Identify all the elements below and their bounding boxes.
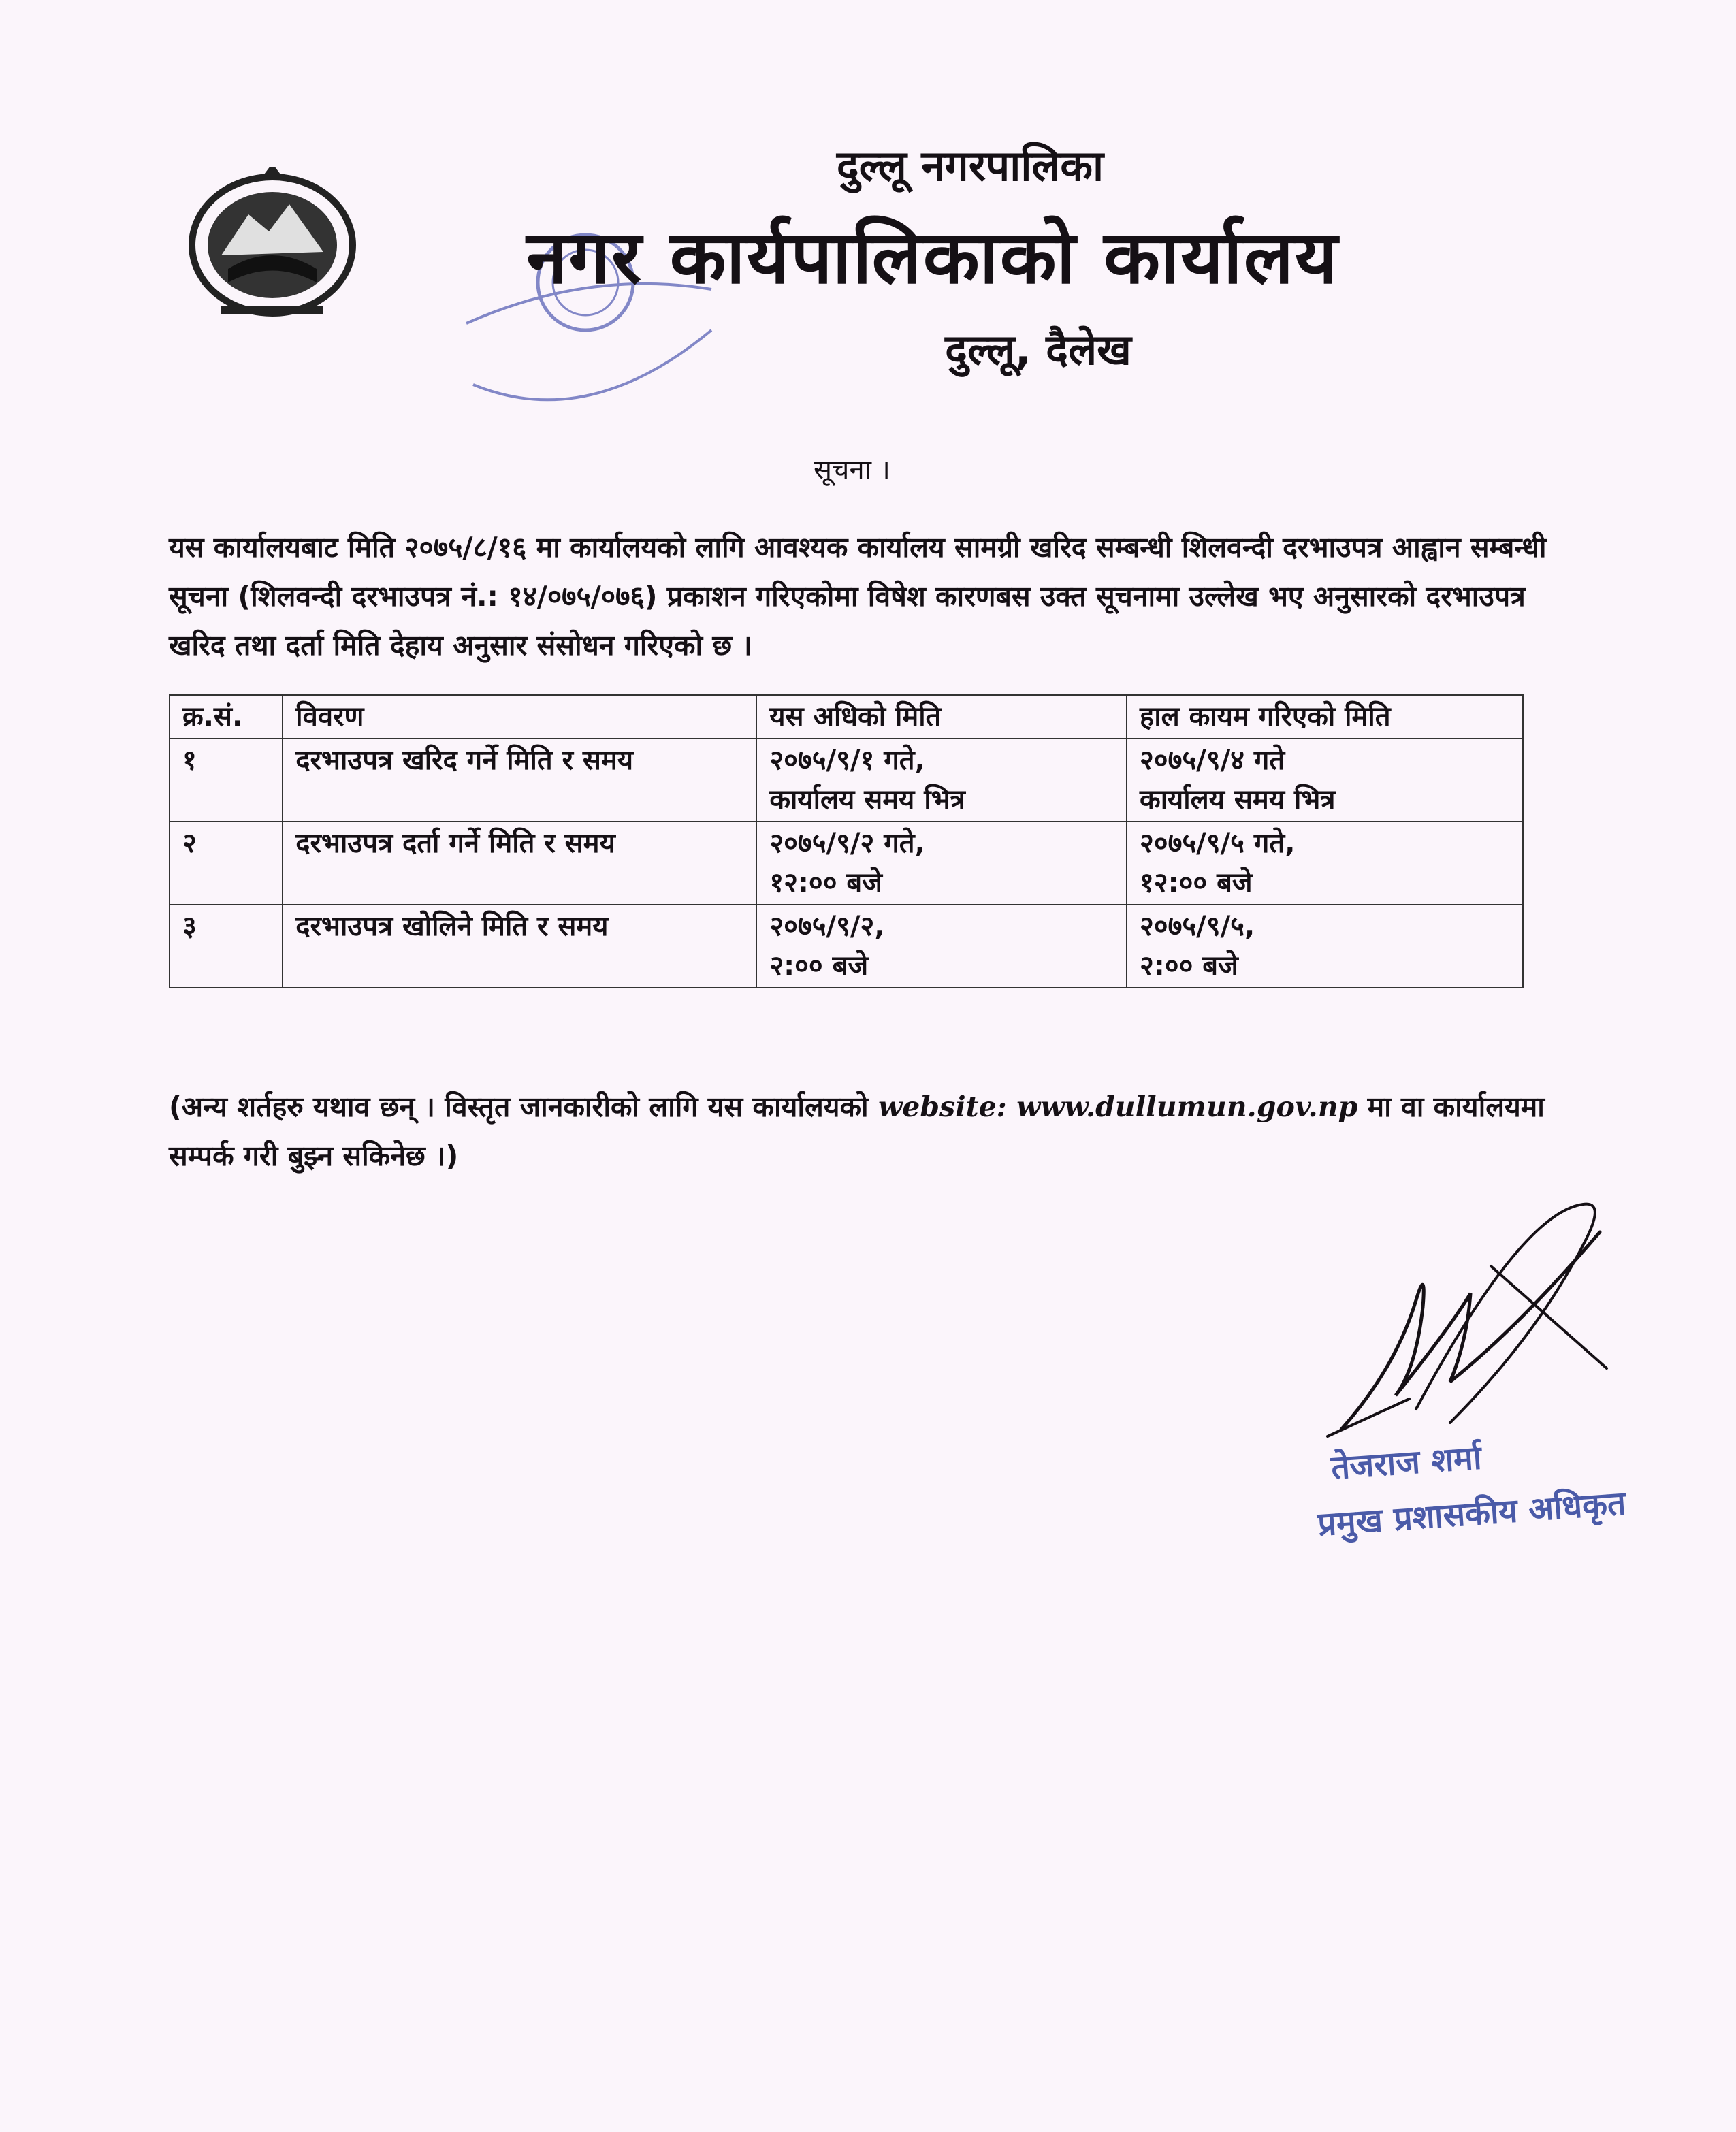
previous-date-cell	[756, 905, 1127, 988]
table-header-row	[170, 695, 1523, 739]
handwritten-signature-icon	[1314, 1164, 1613, 1450]
description-cell: दरभाउपत्र दर्ता गर्ने मिति र समय	[283, 822, 756, 905]
footer-text-before: (अन्य शर्तहरु यथाव छन् । विस्तृत जानकारीको लागि यस कार्यालयको	[169, 1091, 878, 1123]
previous-date-cell	[756, 739, 1127, 822]
office-title: नगर कार्यपालिकाको कार्यालय	[526, 215, 1339, 300]
table-row	[170, 822, 1523, 905]
previous-date-cell	[756, 822, 1127, 905]
previous-date-line: २०७५/९/२,	[769, 911, 885, 942]
description-cell: दरभाउपत्र खरिद गर्ने मिति र समय	[283, 739, 756, 822]
previous-time-line: २:०० बजे	[769, 950, 869, 982]
header-serial: क्र.सं.	[170, 695, 283, 739]
current-time-line: २:०० बजे	[1139, 950, 1238, 982]
previous-date-line: २०७५/९/२ गते,	[769, 828, 925, 859]
description-cell: दरभाउपत्र खोलिने मिति र समय	[283, 905, 756, 988]
current-time-line: १२:०० बजे	[1139, 867, 1253, 899]
header-previous-date: यस अधिको मिति	[756, 695, 1127, 739]
serial-cell: १	[170, 739, 283, 822]
website-link[interactable]: website: www.dullumun.gov.np	[878, 1091, 1358, 1123]
previous-time-line: कार्यालय समय भित्र	[769, 784, 965, 815]
current-date-cell	[1127, 739, 1523, 822]
notice-title: सूचना ।	[814, 454, 890, 485]
notice-intro-paragraph: यस कार्यालयबाट मिति २०७५/८/१६ मा कार्यालयको लागि आवश्यक कार्यालय सामग्री खरिद सम्बन्धी शिलवन्दी दरभाउपत्र आह्वान सम्बन्धी सूचना (शिलवन्दी दरभाउपत्र नं.: १४/०७५/०७६) प्रकाशन गरिएकोमा विषेश कारणबस उक्त सूचनामा उल्लेख भए अनुसारको दरभाउपत्र खरिद तथा दर्ता मिति देहाय अनुसार संसोधन गरिएको छ ।	[169, 531, 1547, 662]
table-row	[170, 739, 1523, 822]
header-description: विवरण	[283, 695, 756, 739]
current-date-line: २०७५/९/५,	[1139, 911, 1255, 942]
footer-text-after: मा वा कार्यालयमा सम्पर्क गरी बुझ्न सकिनेछ ।)	[169, 1091, 1545, 1172]
signatory-name: तेजराज शर्मा	[1330, 1438, 1483, 1487]
current-date-cell	[1127, 905, 1523, 988]
header-current-date: हाल कायम गरिएको मिति	[1127, 695, 1523, 739]
signatory-title: प्रमुख प्रशासकीय अधिकृत	[1316, 1484, 1628, 1544]
previous-time-line: १२:०० बजे	[769, 867, 882, 899]
current-date-cell	[1127, 822, 1523, 905]
previous-date-line: २०७५/९/१ गते,	[769, 745, 925, 776]
office-location: दुल्लू, दैलेख	[945, 325, 1131, 374]
current-date-line: २०७५/९/४ गते	[1139, 745, 1285, 776]
schedule-table	[169, 694, 1524, 988]
municipality-title: दुल्लू नगरपालिका	[836, 141, 1104, 191]
serial-cell: २	[170, 822, 283, 905]
current-time-line: कार्यालय समय भित्र	[1139, 784, 1336, 815]
serial-cell: ३	[170, 905, 283, 988]
table-row	[170, 905, 1523, 988]
current-date-line: २०७५/९/५ गते,	[1139, 828, 1296, 859]
